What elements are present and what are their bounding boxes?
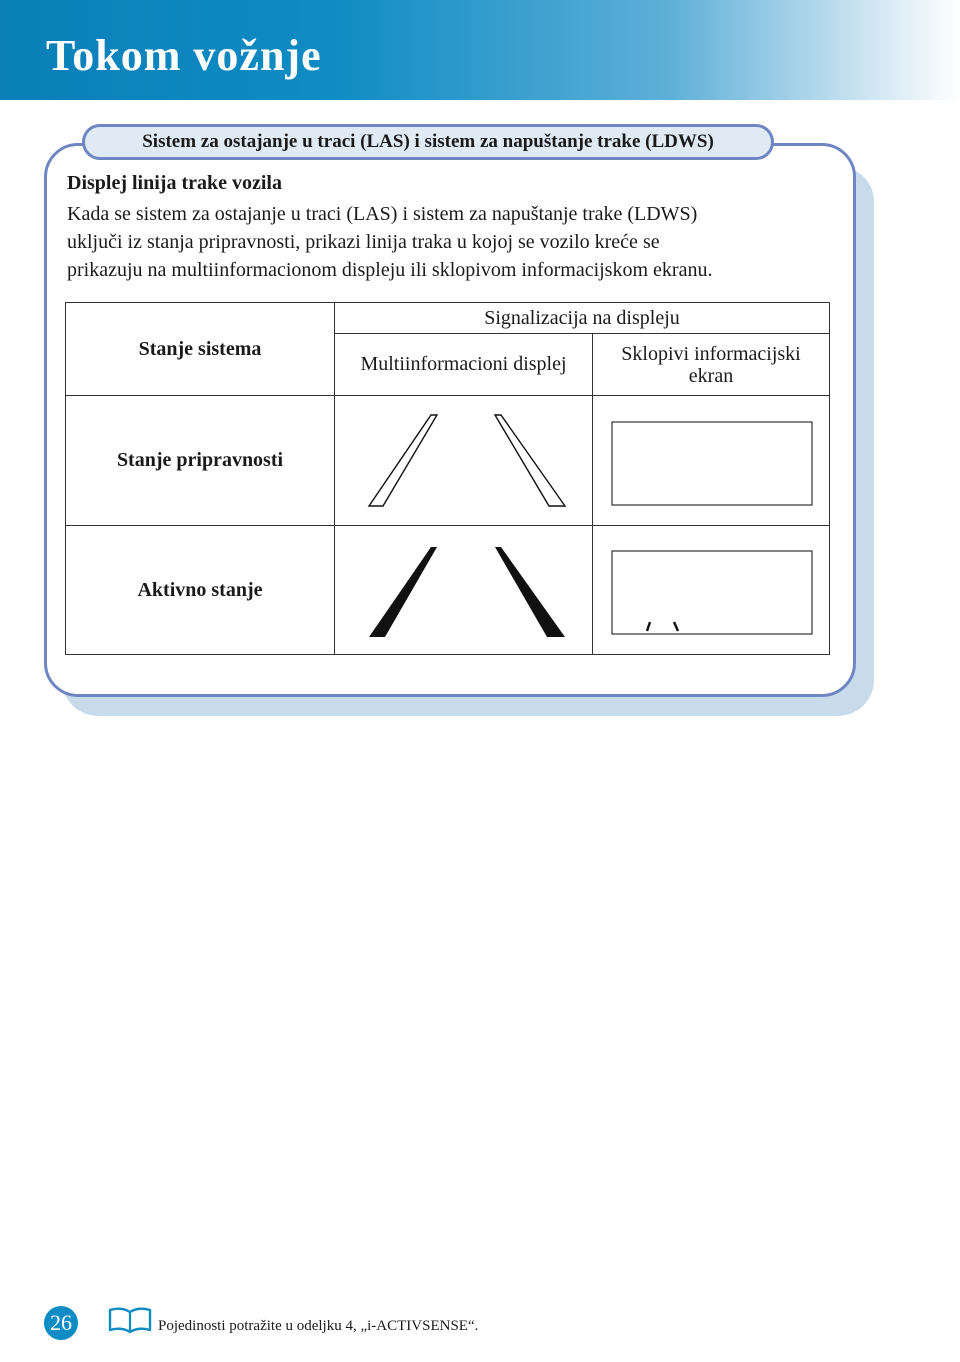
screen-frame-icon (593, 397, 830, 525)
multi-display-standby (335, 396, 593, 526)
header-system-state: Stanje sistema (66, 303, 335, 396)
header-foldable-screen: Sklopivi informacijski ekran (593, 334, 830, 396)
header-bar (0, 0, 960, 100)
lane-lines-filled-icon (335, 527, 593, 654)
foldable-screen-standby (593, 396, 830, 526)
screen-frame-lanes-icon (593, 527, 830, 654)
paragraph-line: prikazuju na multiinformacionom displeju ili sklopivom informacijskom ekranu. (67, 259, 713, 281)
foldable-screen-active (593, 526, 830, 655)
signal-table (65, 302, 830, 655)
body-paragraph (67, 200, 827, 284)
book-icon (108, 1306, 152, 1339)
page-title: Tokom vožnje (46, 31, 322, 80)
subheading: Displej linija trake vozila (67, 172, 282, 194)
header-display-signal: Signalizacija na displeju (335, 303, 830, 334)
lane-lines-outline-icon (335, 397, 593, 525)
row-standby-label: Stanje pripravnosti (66, 396, 335, 526)
multi-display-active (335, 526, 593, 655)
reference-note: Pojedinosti potražite u odeljku 4, „i-ACTIVSENSE“. (158, 1318, 479, 1334)
row-active-label: Aktivno stanje (66, 526, 335, 655)
section-title: Sistem za ostajanje u traci (LAS) i sistem za napuštanje trake (LDWS) (82, 124, 774, 160)
header-multi-display: Multiinformacioni displej (335, 334, 593, 396)
page-number: 26 (44, 1306, 78, 1340)
paragraph-line: uključi iz stanja pripravnosti, prikazi linija traka u kojoj se vozilo kreće se (67, 231, 660, 253)
paragraph-line: Kada se sistem za ostajanje u traci (LAS) i sistem za napuštanje trake (LDWS) (67, 203, 698, 225)
